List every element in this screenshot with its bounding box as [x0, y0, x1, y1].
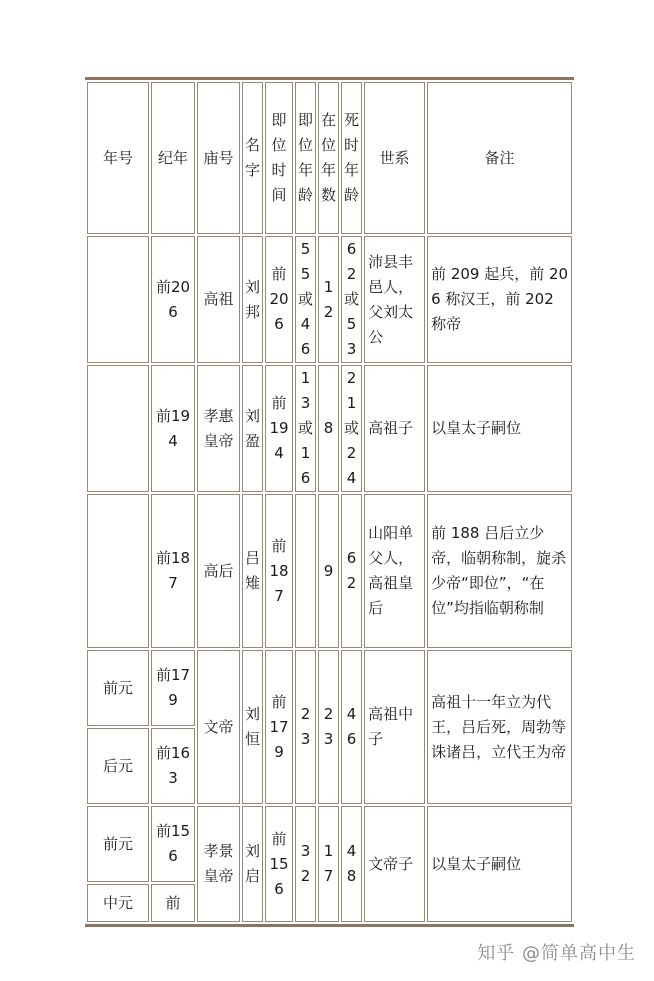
cell-nianhao: 后元	[87, 728, 149, 804]
cell-beizhu: 前 209 起兵，前 206 称汉王，前 202 称帝	[427, 236, 572, 363]
cell-jinian: 前163	[151, 728, 195, 804]
cell-death-age: 46	[341, 650, 362, 804]
cell-death-age: 21或24	[341, 365, 362, 492]
table-row	[87, 365, 572, 492]
cell-beizhu: 以皇太子嗣位	[427, 365, 572, 492]
header-zaiwei-nianshu: 在位年数	[318, 82, 339, 234]
emperor-table	[85, 77, 574, 927]
cell-zaiwei: 17	[318, 806, 339, 922]
cell-zaiwei: 12	[318, 236, 339, 363]
table-row	[87, 650, 572, 726]
table-row	[87, 236, 572, 363]
cell-shixi: 沛县丰邑人，父刘太公	[364, 236, 425, 363]
header-jiwei-nianling: 即位年龄	[295, 82, 316, 234]
cell-jiwei-age	[295, 494, 316, 648]
header-nianhao: 年号	[87, 82, 149, 234]
header-jinian: 纪年	[151, 82, 195, 234]
cell-jinian: 前156	[151, 806, 195, 882]
cell-death-age: 62或53	[341, 236, 362, 363]
cell-jiwei: 前179	[265, 650, 293, 804]
header-row	[87, 82, 572, 234]
cell-miaohao: 文帝	[197, 650, 240, 804]
cell-jiwei: 前187	[265, 494, 293, 648]
header-sishi-nianling: 死时年龄	[341, 82, 362, 234]
cell-mingzi: 刘邦	[242, 236, 263, 363]
cell-jiwei-age: 55或46	[295, 236, 316, 363]
cell-death-age: 62	[341, 494, 362, 648]
cell-shixi: 山阳单父人，高祖皇后	[364, 494, 425, 648]
zhihu-watermark: 知乎 @简单高中生	[477, 943, 636, 964]
cell-jinian: 前	[151, 884, 195, 922]
header-mingzi: 名字	[242, 82, 263, 234]
header-miaohao: 庙号	[197, 82, 240, 234]
cell-beizhu: 高祖十一年立为代王，吕后死，周勃等诛诸吕，立代王为帝	[427, 650, 572, 804]
cell-zaiwei: 9	[318, 494, 339, 648]
cell-shixi: 文帝子	[364, 806, 425, 922]
cell-jinian: 前194	[151, 365, 195, 492]
header-shixi: 世系	[364, 82, 425, 234]
cell-miaohao: 高后	[197, 494, 240, 648]
cell-nianhao: 前元	[87, 806, 149, 882]
cell-mingzi: 刘启	[242, 806, 263, 922]
cell-jiwei-age: 13或16	[295, 365, 316, 492]
header-jiwei-shijian: 即位时间	[265, 82, 293, 234]
cell-nianhao	[87, 494, 149, 648]
table-row	[87, 806, 572, 882]
cell-nianhao: 中元	[87, 884, 149, 922]
cell-jiwei: 前206	[265, 236, 293, 363]
cell-nianhao	[87, 236, 149, 363]
header-beizhu: 备注	[427, 82, 572, 234]
cell-miaohao: 高祖	[197, 236, 240, 363]
cell-zaiwei: 8	[318, 365, 339, 492]
table-row	[87, 494, 572, 648]
cell-mingzi: 刘恒	[242, 650, 263, 804]
cell-miaohao: 孝惠皇帝	[197, 365, 240, 492]
cell-zaiwei: 23	[318, 650, 339, 804]
cell-miaohao: 孝景皇帝	[197, 806, 240, 922]
cell-beizhu: 前 188 吕后立少帝，临朝称制，旋杀少帝“即位”，“在位”均指临朝称制	[427, 494, 572, 648]
cell-nianhao	[87, 365, 149, 492]
cell-jiwei: 前194	[265, 365, 293, 492]
cell-death-age: 48	[341, 806, 362, 922]
cell-jinian: 前187	[151, 494, 195, 648]
cell-mingzi: 刘盈	[242, 365, 263, 492]
cell-mingzi: 吕雉	[242, 494, 263, 648]
cell-jiwei: 前156	[265, 806, 293, 922]
cell-nianhao: 前元	[87, 650, 149, 726]
cell-jinian: 前206	[151, 236, 195, 363]
cell-jiwei-age: 32	[295, 806, 316, 922]
cell-shixi: 高祖子	[364, 365, 425, 492]
cell-shixi: 高祖中子	[364, 650, 425, 804]
cell-jiwei-age: 23	[295, 650, 316, 804]
cell-beizhu: 以皇太子嗣位	[427, 806, 572, 922]
cell-jinian: 前179	[151, 650, 195, 726]
